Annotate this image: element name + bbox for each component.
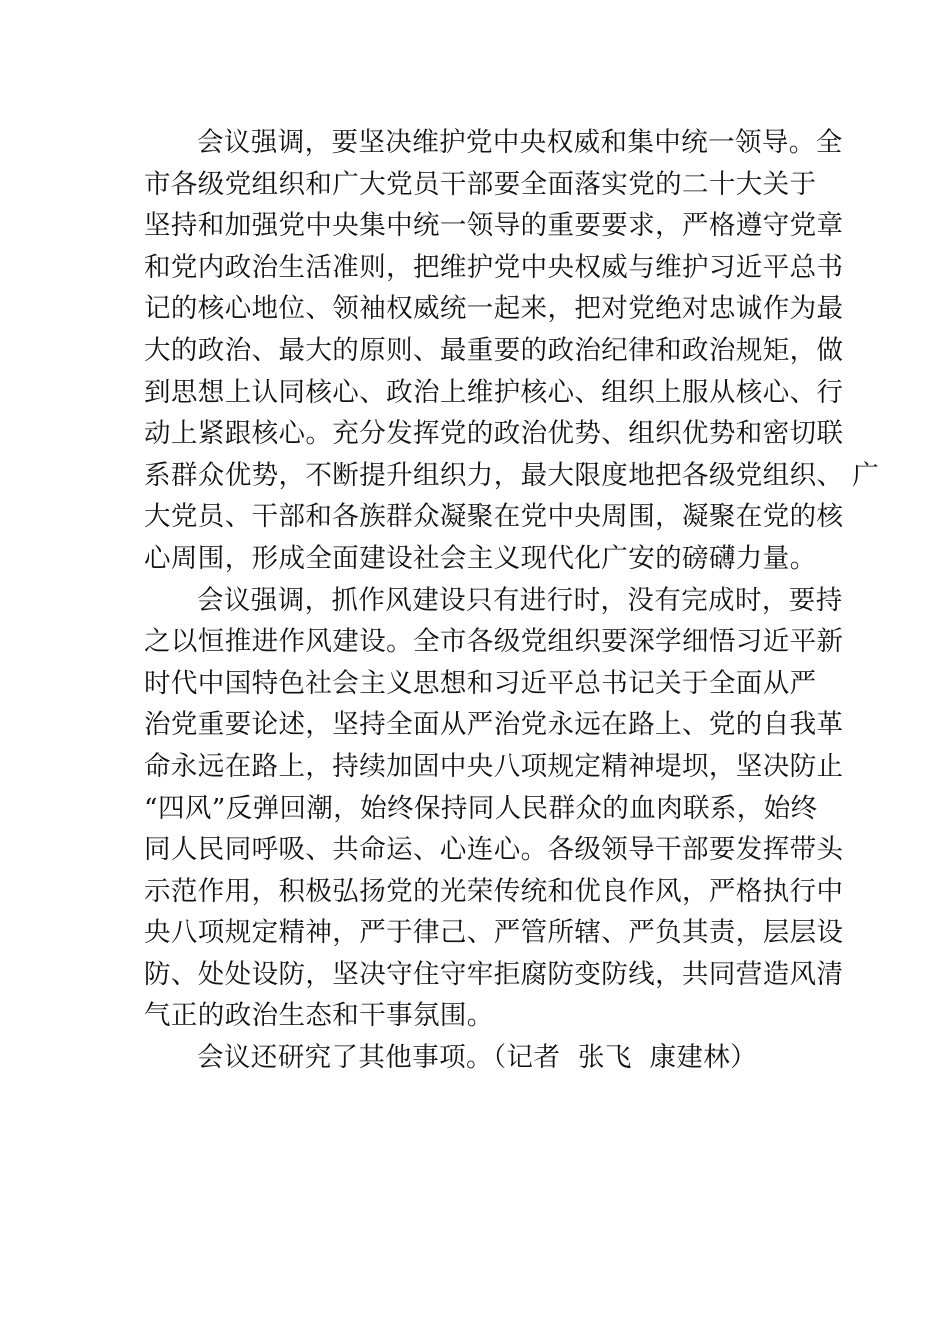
article-body xyxy=(144,122,880,1079)
text-line: 央八项规定精神，严于律己、严管所辖、严负其责，层层设 xyxy=(144,917,844,949)
text-line: 大党员、干部和各族群众凝聚在党中央周围，凝聚在党的核 xyxy=(144,501,844,533)
text-line: 防、处处设防，坚决守住守牢拒腐防变防线，共同营造风清 xyxy=(144,958,844,990)
text-line: 治党重要论述，坚持全面从严治党永远在路上、党的自我革 xyxy=(144,709,844,741)
text-line: 动上紧跟核心。充分发挥党的政治优势、组织优势和密切联 xyxy=(144,418,844,450)
text-line: 心周围，形成全面建设社会主义现代化广安的磅礴力量。 xyxy=(144,542,817,574)
closing-line: 会议还研究了其他事项。（记者 张飞 康建林） xyxy=(197,1042,758,1074)
text-line: 系群众优势，不断提升组织力，最大限度地把各级党组织、 广 xyxy=(144,459,880,491)
text-line: 命永远在路上，持续加固中央八项规定精神堤坝，坚决防止 xyxy=(144,750,844,782)
paragraph-2 xyxy=(144,580,844,1038)
paragraph-1 xyxy=(144,122,880,580)
text-line: 记的核心地位、领袖权威统一起来，把对党绝对忠诚作为最 xyxy=(144,293,844,325)
text-line: “四风”反弹回潮，始终保持同人民群众的血肉联系，始终 xyxy=(144,792,818,824)
text-line: 坚持和加强党中央集中统一领导的重要要求，严格遵守党章 xyxy=(144,210,844,242)
text-line: 和党内政治生活准则，把维护党中央权威与维护习近平总书 xyxy=(144,251,844,283)
text-line: 市各级党组织和广大党员干部要全面落实党的二十大关于 xyxy=(144,168,817,200)
text-line: 同人民同呼吸、共命运、心连心。各级领导干部要发挥带头 xyxy=(144,834,844,866)
text-line: 会议强调，要坚决维护党中央权威和集中统一领导。全 xyxy=(197,127,843,158)
text-line: 示范作用，积极弘扬党的光荣传统和优良作风，严格执行中 xyxy=(144,875,844,907)
text-line: 气正的政治生态和干事氛围。 xyxy=(144,1000,494,1032)
text-line: 时代中国特色社会主义思想和习近平总书记关于全面从严 xyxy=(144,667,817,699)
paragraph-3 xyxy=(144,1037,824,1079)
text-line: 大的政治、最大的原则、最重要的政治纪律和政治规矩，做 xyxy=(144,334,844,366)
text-line: 之以恒推进作风建设。全市各级党组织要深学细悟习近平新 xyxy=(144,626,844,658)
text-line: 会议强调，抓作风建设只有进行时，没有完成时，要持 xyxy=(197,584,843,616)
text-line: 到思想上认同核心、政治上维护核心、组织上服从核心、行 xyxy=(144,376,844,408)
